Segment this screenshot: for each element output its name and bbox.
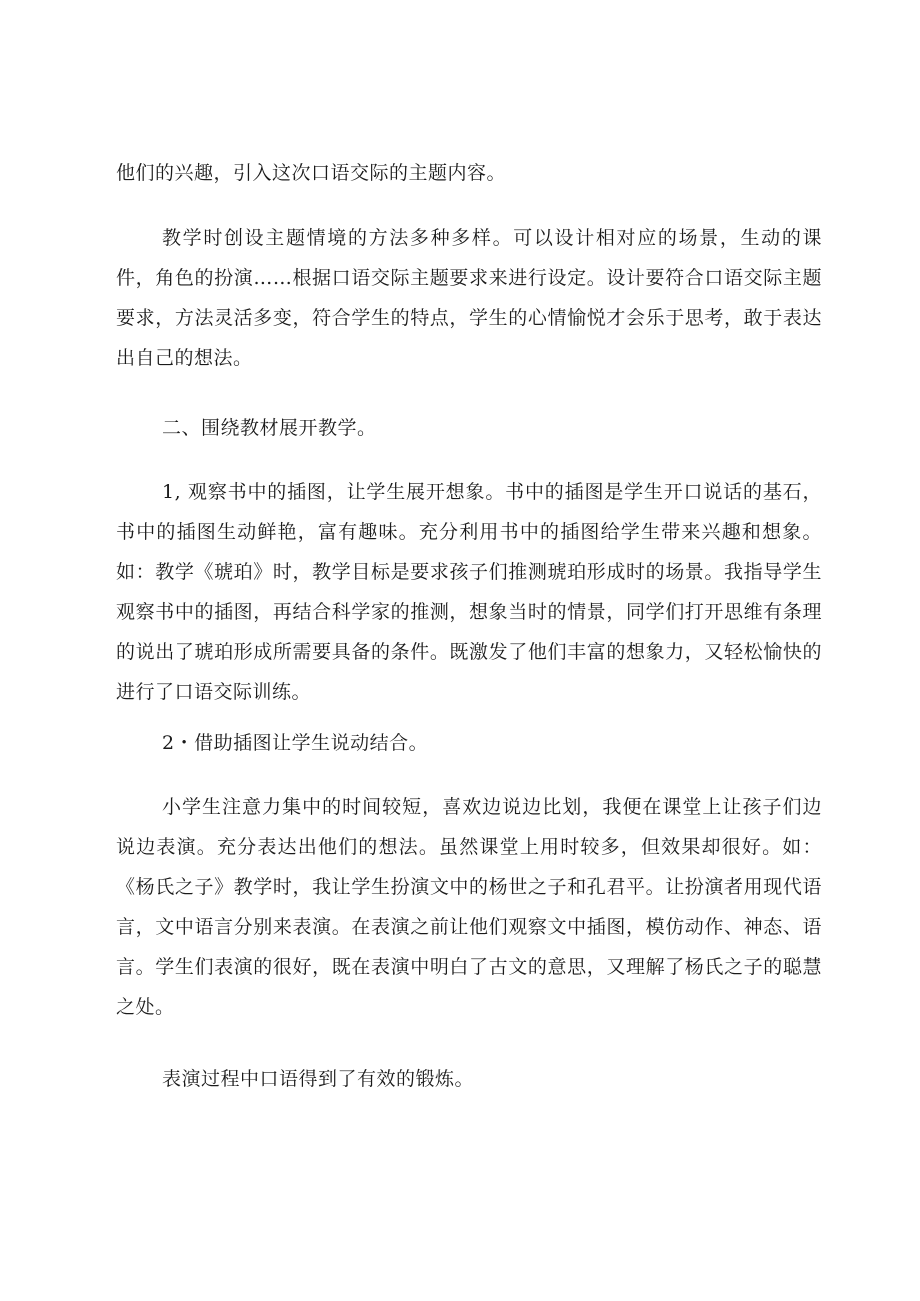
subheading-speak-and-act: 2・借助插图让学生说动结合。 (162, 732, 429, 754)
paragraph-intro-continuation: 他们的兴趣，引入这次口语交际的主题内容。 (116, 162, 507, 184)
section-heading-textbook: 二、围绕教材展开教学。 (162, 417, 377, 439)
paragraph-theme-situation: 教学时创设主题情境的方法多种多样。可以设计相对应的场景，生动的课件，角色的扮演……根据口语交际主题要求来进行设定。设计要符合口语交际主题要求，方法灵活多变，符合学生的特点，学生的心情愉悦才会乐于思考，敢于表达出自己的想法。 (116, 227, 822, 369)
paragraph-illustration-imagination: 1, 观察书中的插图，让学生展开想象。书中的插图是学生开口说话的基石，书中的插图生动鲜艳，富有趣味。充分利用书中的插图给学生带来兴趣和想象。如：教学《琥珀》时，教学目标是要求孩子们推测琥珀形成时的场景。我指导学生观察书中的插图，再结合科学家的推测，想象当时的情景，同学们打开思维有条理的说出了琥珀形成所需要具备的条件。既激发了他们丰富的想象力，又轻松愉快的进行了口语交际训练。 (116, 481, 822, 703)
paragraph-performance-example: 小学生注意力集中的时间较短，喜欢边说边比划，我便在课堂上让孩子们边说边表演。充分表达出他们的想法。虽然课堂上用时较多，但效果却很好。如：《杨氏之子》教学时，我让学生扮演文中的杨世之子和孔君平。让扮演者用现代语言，文中语言分别来表演。在表演之前让他们观察文中插图，模仿动作、神态、语言。学生们表演的很好，既在表演中明白了古文的意思，又理解了杨氏之子的聪慧之处。 (116, 796, 822, 1018)
paragraph-conclusion: 表演过程中口语得到了有效的锻炼。 (162, 1068, 475, 1090)
